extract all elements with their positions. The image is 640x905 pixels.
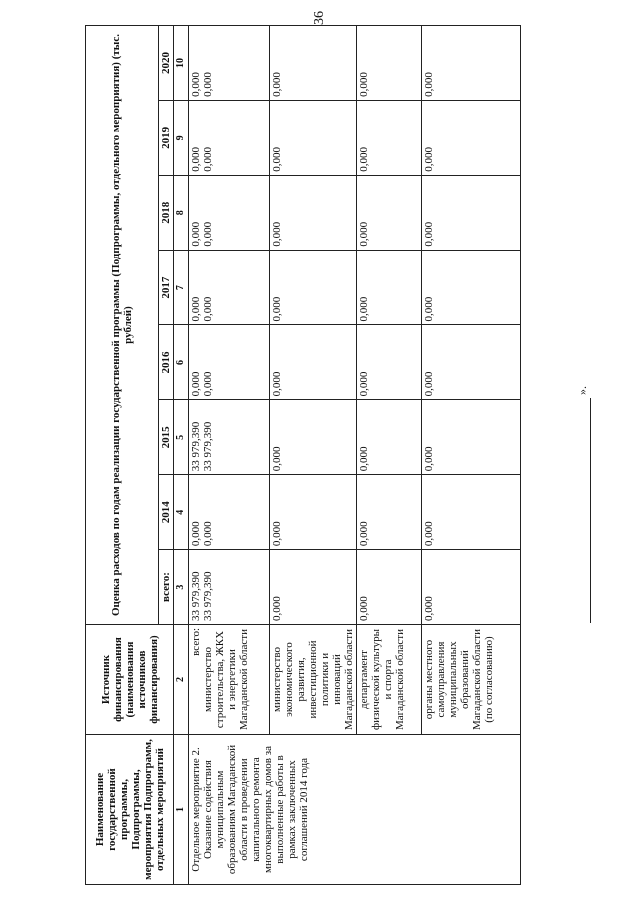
value-cell <box>189 325 270 400</box>
value: 0,000 <box>357 250 422 325</box>
index-cell: 1 <box>174 735 189 885</box>
table-row <box>189 26 270 885</box>
header-source: Источник финансирования (наименования источников финансирования) <box>86 625 174 735</box>
expenditure-table <box>85 25 521 885</box>
value: 0,000 <box>202 521 214 547</box>
measure-name: Отдельное мероприятие 2. Оказание содействия муниципальным образованиям Магаданской области в проведении капитального ремонта многоквартирных домов за выполненные работы в рамках заключенных соглашений 2014 года <box>189 735 521 885</box>
value: 0,000 <box>357 475 422 550</box>
index-cell: 6 <box>174 325 189 400</box>
index-cell: 5 <box>174 400 189 475</box>
index-cell: 10 <box>174 26 189 101</box>
header-estimate-group: Оценка расходов по годам реализации государственной программы (Подпрограммы, отдельного мероприятия) (тыс. рублей) <box>86 26 159 625</box>
value: 0,000 <box>357 550 422 625</box>
header-year: 2018 <box>159 175 174 250</box>
closing-quote: ». <box>575 386 589 395</box>
source-cell <box>189 625 270 735</box>
value: 0,000 <box>357 325 422 400</box>
value: 0,000 <box>270 175 357 250</box>
value-cell <box>189 400 270 475</box>
value-cell <box>189 250 270 325</box>
value: 0,000 <box>202 72 214 97</box>
closing-rule <box>590 398 591 623</box>
value: 0,000 <box>190 147 202 172</box>
index-cell: 9 <box>174 100 189 175</box>
source-cell: департамент физической культуры и спорта Магаданской области <box>357 625 422 735</box>
value: 0,000 <box>202 221 214 247</box>
header-year: 2014 <box>159 475 174 550</box>
value: 0,000 <box>357 175 422 250</box>
value: 33 979,390 <box>190 571 202 621</box>
value: 0,000 <box>190 221 202 247</box>
header-name: Наименование государственной программы, Подпрограммы, мероприятия Подпрограмм, отдельных мероприятий <box>86 735 174 885</box>
value: 0,000 <box>270 550 357 625</box>
value: 0,000 <box>202 296 214 322</box>
rotated-table-container <box>85 25 589 885</box>
header-year: 2016 <box>159 325 174 400</box>
value-cell <box>189 550 270 625</box>
index-cell: 7 <box>174 250 189 325</box>
value: 0,000 <box>270 250 357 325</box>
value: 0,000 <box>190 72 202 97</box>
value: 0,000 <box>422 400 521 475</box>
value: 0,000 <box>270 475 357 550</box>
value-cell <box>189 100 270 175</box>
source-total: всего: <box>190 628 202 656</box>
value: 0,000 <box>422 26 521 101</box>
value: 33 979,390 <box>202 571 214 621</box>
header-year: всего: <box>159 550 174 625</box>
value: 0,000 <box>422 475 521 550</box>
index-cell: 2 <box>174 625 189 735</box>
source-cell: министерство экономического развития, инвестиционной политики и инноваций Магаданской области <box>270 625 357 735</box>
index-cell: 3 <box>174 550 189 625</box>
value: 0,000 <box>422 175 521 250</box>
value: 0,000 <box>190 371 202 397</box>
header-year: 2019 <box>159 100 174 175</box>
value: 0,000 <box>270 325 357 400</box>
header-year: 2020 <box>159 26 174 101</box>
value: 0,000 <box>422 550 521 625</box>
value: 0,000 <box>270 400 357 475</box>
value: 0,000 <box>190 296 202 322</box>
value: 0,000 <box>270 100 357 175</box>
value: 0,000 <box>422 250 521 325</box>
value: 0,000 <box>422 325 521 400</box>
value-cell <box>189 26 270 101</box>
value-cell <box>189 175 270 250</box>
value: 0,000 <box>270 26 357 101</box>
source-ministry-construction: министерство строительства, ЖКХ и энергетики Магаданской области <box>202 629 250 730</box>
value: 0,000 <box>202 147 214 172</box>
header-year: 2017 <box>159 250 174 325</box>
value: 0,000 <box>202 371 214 397</box>
source-cell: органы местного самоуправления муниципальных образований Магаданской области (по согласованию) <box>422 625 521 735</box>
value: 0,000 <box>357 26 422 101</box>
page-number: 36 <box>312 11 327 25</box>
value: 33 979,390 <box>202 421 214 472</box>
header-year: 2015 <box>159 400 174 475</box>
value: 33 979,390 <box>190 421 202 472</box>
value: 0,000 <box>422 100 521 175</box>
index-cell: 8 <box>174 175 189 250</box>
value: 0,000 <box>190 521 202 547</box>
value: 0,000 <box>357 400 422 475</box>
value: 0,000 <box>357 100 422 175</box>
index-cell: 4 <box>174 475 189 550</box>
value-cell <box>189 475 270 550</box>
